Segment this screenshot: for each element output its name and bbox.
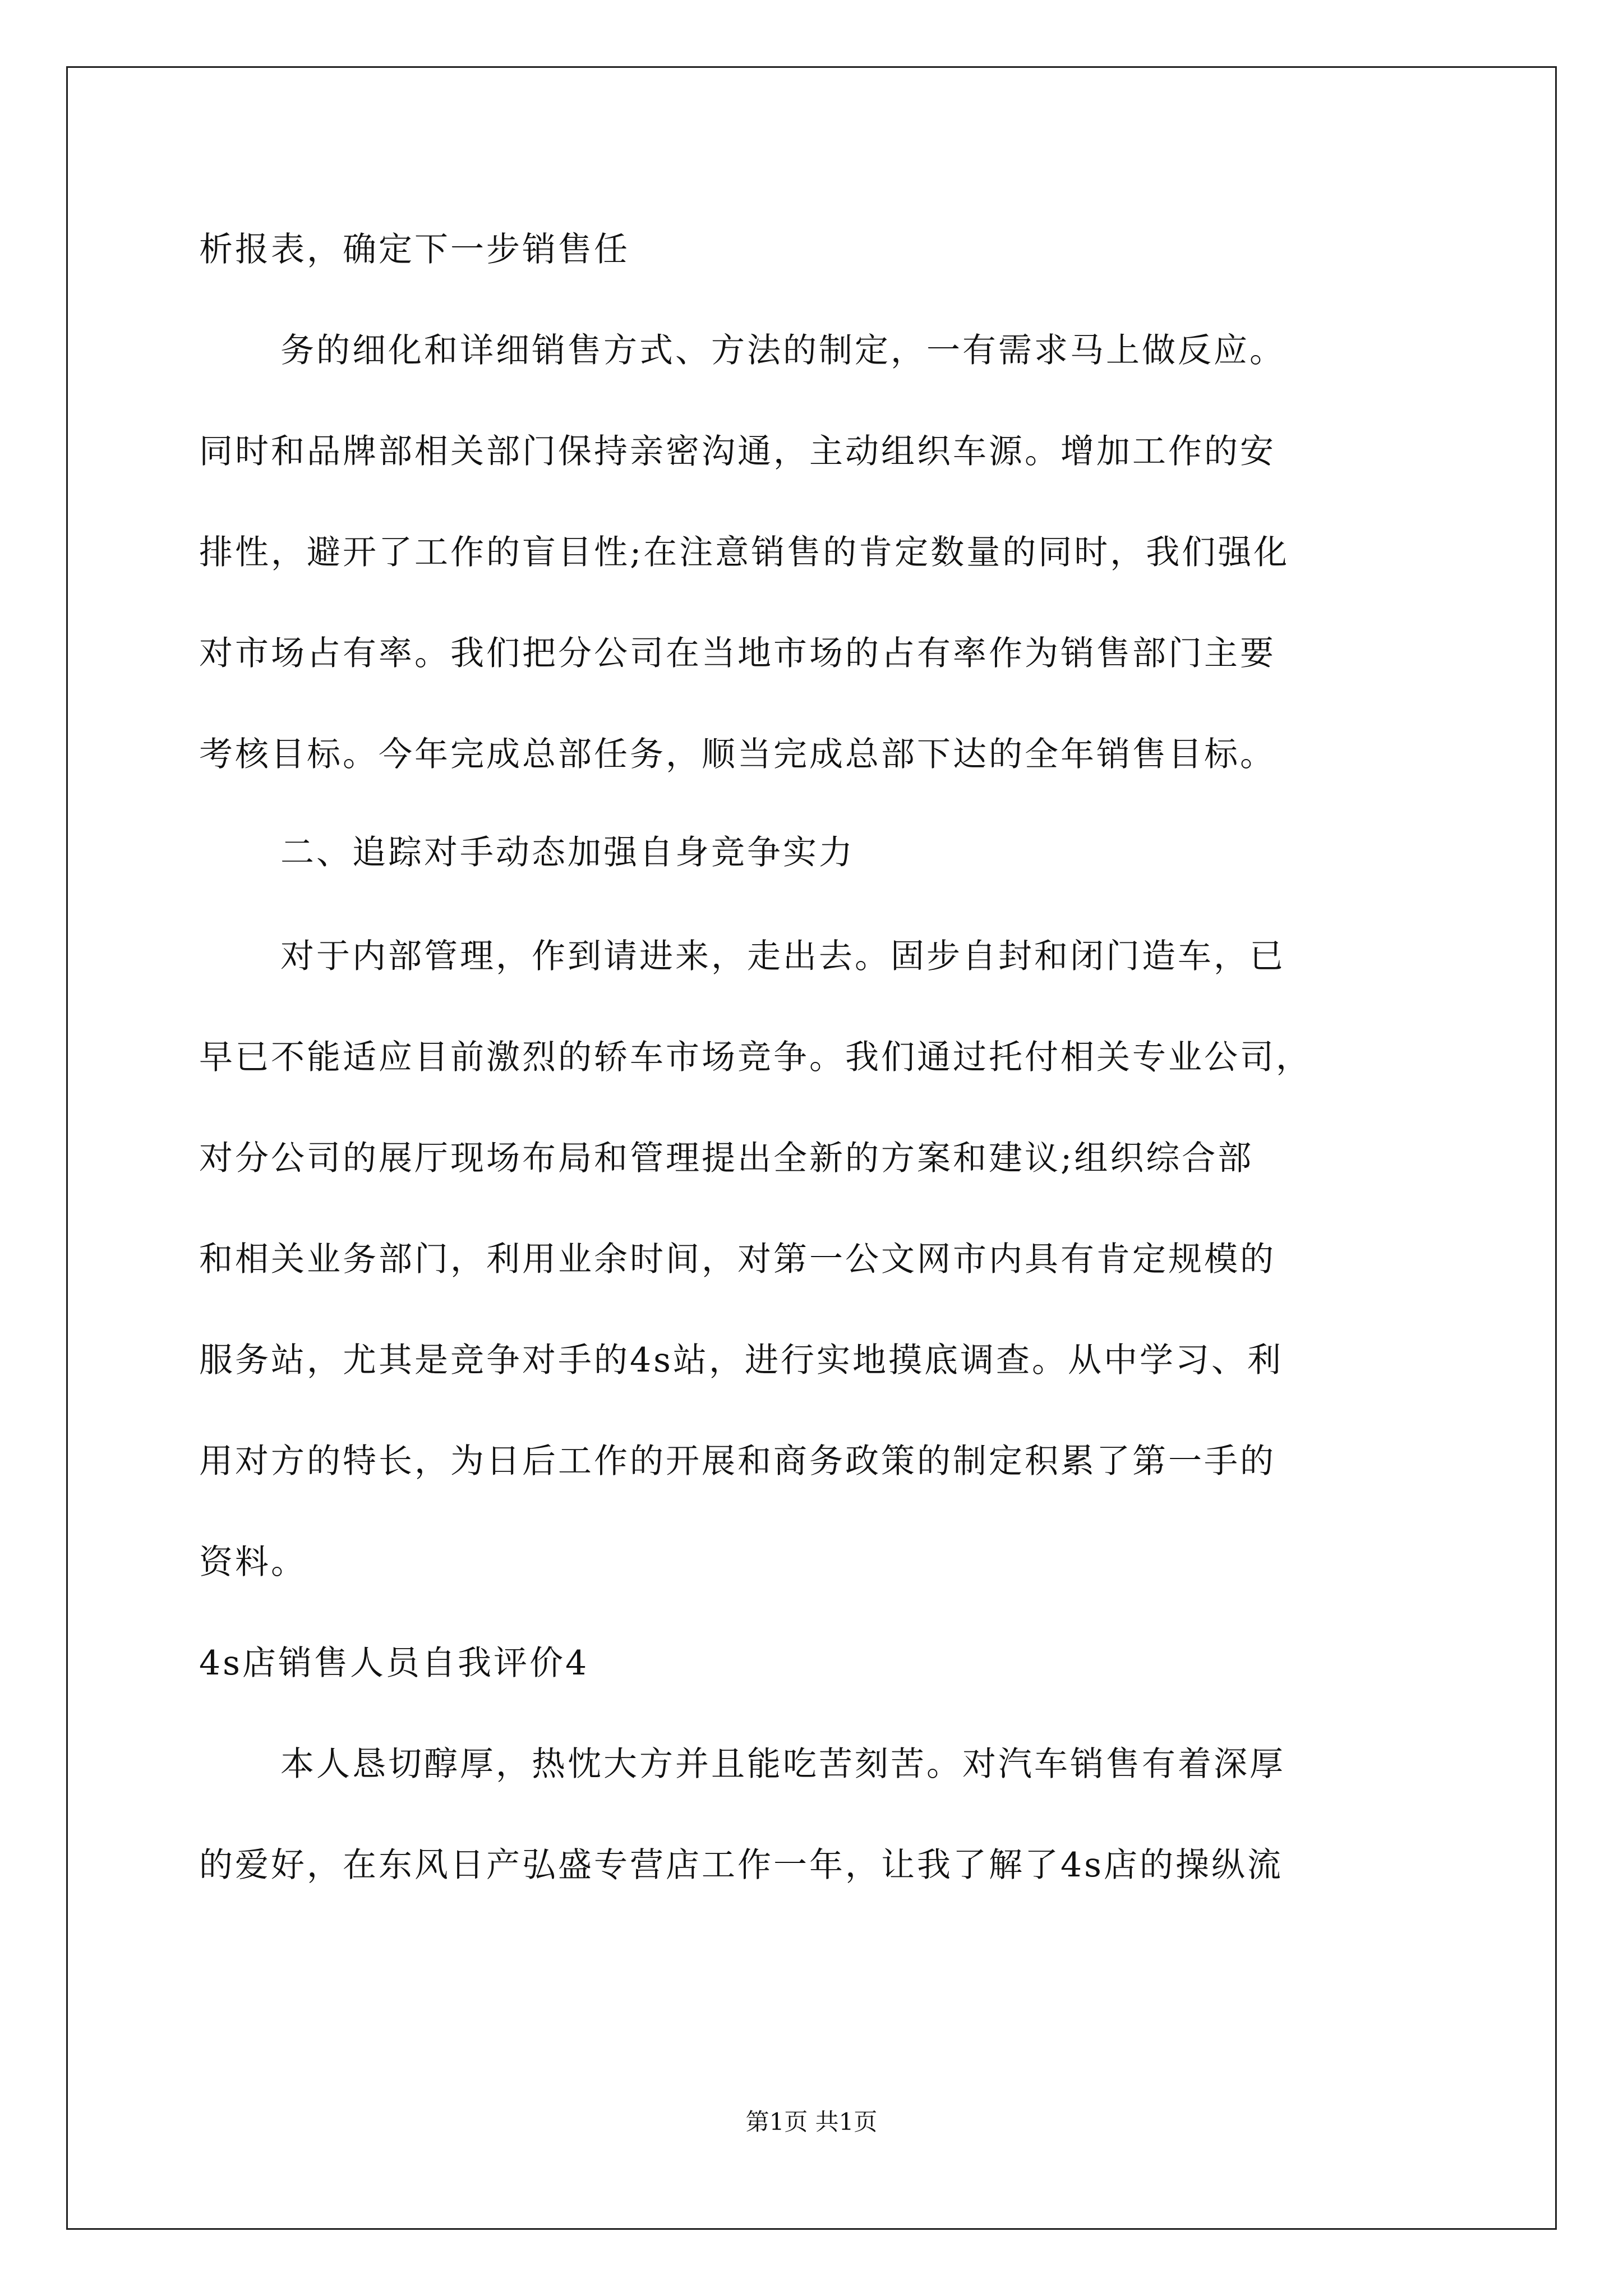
text-line-6: 考核目标。今年完成总部任务，顺当完成总部下达的全年销售目标。	[199, 735, 1276, 774]
text-line-17: 的爱好，在东风日产弘盛专营店工作一年，让我了解了4s店的操纵流	[199, 1846, 1283, 1885]
article-title: 4s店销售人员自我评价4	[199, 1644, 589, 1683]
text-line-11: 和相关业务部门，利用业余时间，对第一公文网市内具有肯定规模的	[199, 1240, 1276, 1279]
text-line-8: 对于内部管理，作到请进来，走出去。固步自封和闭门造车，已	[280, 937, 1285, 976]
section-heading: 二、追踪对手动态加强自身竞争实力	[280, 833, 855, 872]
text-line-1: 析报表，确定下一步销售任	[199, 230, 630, 269]
page-footer: 第1页 共1页	[745, 2108, 878, 2136]
text-line-4: 排性，避开了工作的盲目性;在注意销售的肯定数量的同时，我们强化	[199, 533, 1290, 572]
text-line-14: 资料。	[199, 1543, 307, 1582]
text-line-10: 对分公司的展厅现场布局和管理提出全新的方案和建议;组织综合部	[199, 1139, 1254, 1178]
text-line-12: 服务站，尤其是竞争对手的4s站，进行实地摸底调查。从中学习、利	[199, 1341, 1283, 1380]
text-line-9: 早已不能适应目前激烈的轿车市场竞争。我们通过托付相关专业公司，	[199, 1038, 1312, 1077]
text-line-3: 同时和品牌部相关部门保持亲密沟通，主动组织车源。增加工作的安	[199, 432, 1276, 471]
text-line-5: 对市场占有率。我们把分公司在当地市场的占有率作为销售部门主要	[199, 634, 1276, 673]
text-line-16: 本人恳切醇厚，热忱大方并且能吃苦刻苦。对汽车销售有着深厚	[280, 1745, 1285, 1784]
text-line-13: 用对方的特长，为日后工作的开展和商务政策的制定积累了第一手的	[199, 1442, 1276, 1481]
text-line-2: 务的细化和详细销售方式、方法的制定，一有需求马上做反应。	[280, 331, 1285, 370]
